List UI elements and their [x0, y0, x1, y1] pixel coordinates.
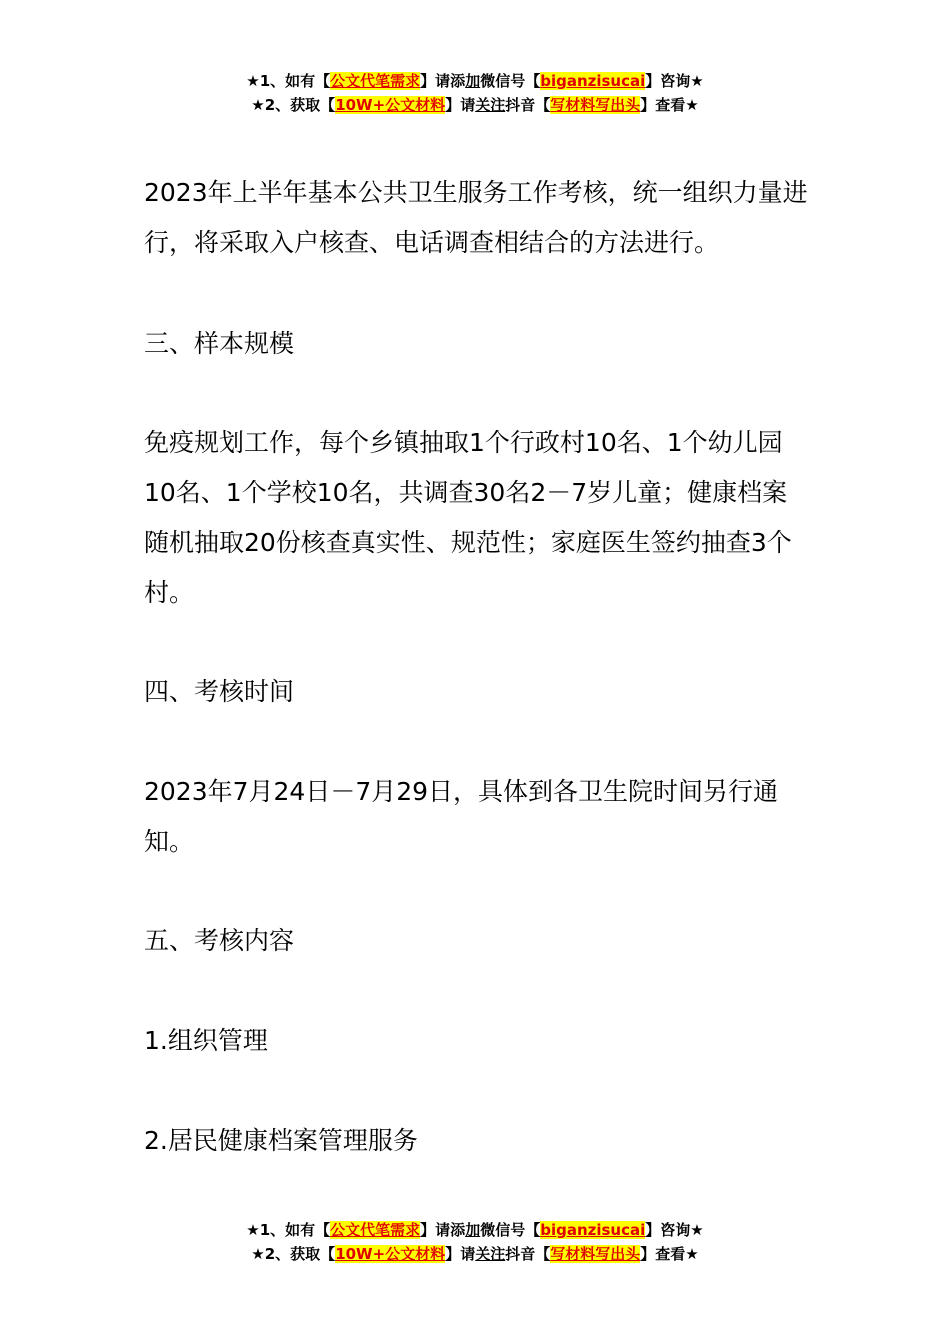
highlight-douyin-account: 写材料写出头	[550, 1245, 641, 1263]
highlight-service: 公文代笔需求	[330, 72, 421, 90]
banner-text: 】请	[445, 96, 476, 114]
highlight-materials: 10W+公文材料	[335, 1245, 446, 1263]
banner-line-2	[0, 1242, 950, 1266]
highlight-wechat-id: biganzisucai	[540, 72, 646, 90]
paragraph-method: 2023年上半年基本公共卫生服务工作考核，统一组织力量进行，将采取入户核查、电话调查相结合的方法进行。	[144, 178, 808, 257]
banner-line-1	[0, 1218, 950, 1242]
footer-banner	[0, 1218, 950, 1266]
banner-text: 】请添	[420, 1221, 466, 1239]
highlight-materials: 10W+公文材料	[335, 96, 446, 114]
banner-text: 微信号【	[480, 72, 541, 90]
banner-text: 微信号【	[480, 1221, 541, 1239]
banner-text: 】查看★	[640, 1245, 699, 1263]
list-item-organization: 1.组织管理	[144, 1026, 268, 1055]
heading-assessment-time: 四、考核时间	[144, 677, 295, 706]
banner-text: 】查看★	[640, 96, 699, 114]
paragraph-time-details: 2023年7月24日－7月29日，具体到各卫生院时间另行通知。	[144, 777, 779, 856]
banner-underlined: 加	[465, 1221, 481, 1239]
banner-underlined: 加	[465, 72, 481, 90]
banner-text: 】请添	[420, 72, 466, 90]
banner-underlined: 关注	[475, 96, 506, 114]
banner-text: 】咨询★	[645, 1221, 704, 1239]
heading-assessment-content: 五、考核内容	[144, 926, 295, 955]
banner-underlined: 关注	[475, 1245, 506, 1263]
highlight-douyin-account: 写材料写出头	[550, 96, 641, 114]
list-item-health-records: 2.居民健康档案管理服务	[144, 1126, 418, 1155]
banner-text: 】咨询★	[645, 72, 704, 90]
paragraph-sample-details: 免疫规划工作，每个乡镇抽取1个行政村10名、1个幼儿园10名、1个学校10名，共调查30名2－7岁儿童；健康档案随机抽取20份核查真实性、规范性；家庭医生签约抽查3个村。	[144, 428, 792, 607]
banner-text: ★2、获取【	[251, 1245, 336, 1263]
highlight-wechat-id: biganzisucai	[540, 1221, 646, 1239]
highlight-service: 公文代笔需求	[330, 1221, 421, 1239]
banner-text: ★1、如有【	[246, 72, 331, 90]
banner-text: 抖音【	[505, 96, 551, 114]
banner-text: ★2、获取【	[251, 96, 336, 114]
banner-line-1	[0, 69, 950, 93]
banner-text: 抖音【	[505, 1245, 551, 1263]
banner-text: ★1、如有【	[246, 1221, 331, 1239]
heading-sample-size: 三、样本规模	[144, 329, 295, 358]
banner-line-2	[0, 93, 950, 117]
header-banner	[0, 69, 950, 117]
banner-text: 】请	[445, 1245, 476, 1263]
